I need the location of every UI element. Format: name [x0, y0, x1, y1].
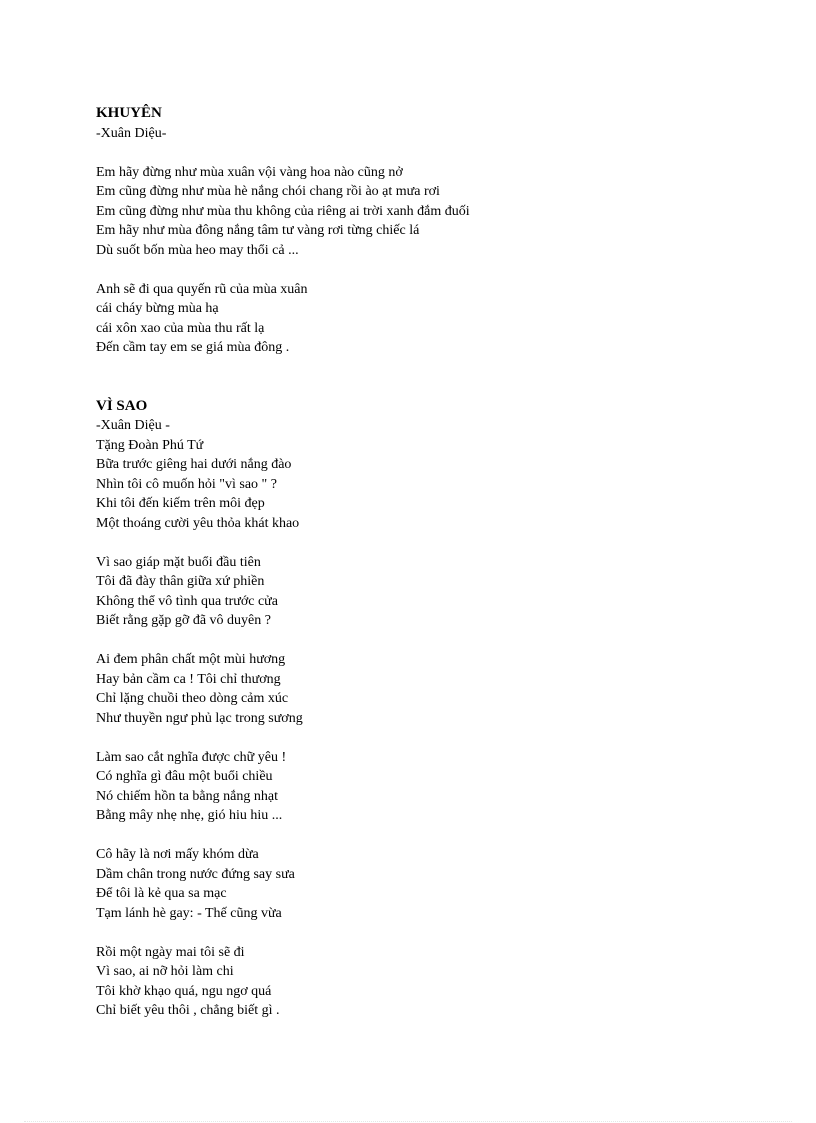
- poem-line: Để tôi là kẻ qua sa mạc: [96, 886, 227, 901]
- stanza-gap: [96, 143, 736, 163]
- poem-line: Ai đem phân chất một mùi hương: [96, 652, 286, 667]
- document-page: [96, 104, 736, 1021]
- poem-line: Nhìn tôi cô muốn hỏi "vì sao " ?: [96, 476, 277, 492]
- poem-line: Rồi một ngày mai tôi sẽ đi: [96, 944, 245, 960]
- poem-line: Bằng mây nhẹ nhẹ, gió hiu hiu ...: [96, 808, 283, 823]
- poem-vi-sao: [96, 397, 736, 1021]
- dedication-line: Tặng Đoàn Phú Tứ: [96, 437, 204, 453]
- stanza-gap: [96, 631, 736, 651]
- poem-title: VÌ SAO: [96, 397, 148, 414]
- poem-line: Một thoáng cười yêu thỏa khát khao: [96, 515, 300, 531]
- poem-line: Em hãy như mùa đông nắng tâm tư vàng rơi từng chiếc lá: [96, 223, 420, 238]
- stanza: [96, 650, 736, 728]
- poem-line: Anh sẽ đi qua quyến rũ của mùa xuân: [96, 281, 308, 297]
- stanza-gap: [96, 923, 736, 943]
- poem-line: Tôi đã đày thân giữa xứ phiền: [96, 574, 265, 589]
- stanza-gap: [96, 728, 736, 748]
- poem-line: cái xôn xao của mùa thu rất lạ: [96, 320, 265, 336]
- poem-line: Chỉ biết yêu thôi , chẳng biết gì .: [96, 1003, 280, 1018]
- poem-gap: [96, 358, 736, 378]
- poem-line: Như thuyền ngư phủ lạc trong sương: [96, 710, 303, 726]
- stanza: [96, 553, 736, 631]
- stanza: [96, 748, 736, 826]
- poem-line: Dù suốt bốn mùa heo may thổi cả ...: [96, 242, 299, 258]
- poem-line: Dầm chân trong nước đứng say sưa: [96, 866, 295, 882]
- stanza-gap: [96, 260, 736, 280]
- poem-line: Đến cầm tay em se giá mùa đông .: [96, 340, 290, 355]
- stanza-gap: [96, 533, 736, 553]
- author-line: -Xuân Diệu -: [96, 418, 170, 433]
- poem-line: Làm sao cắt nghĩa được chữ yêu !: [96, 749, 287, 765]
- poem-author: [96, 124, 736, 144]
- author-line: -Xuân Diệu-: [96, 125, 167, 141]
- poem-line: Vì sao giáp mặt buổi đầu tiên: [96, 554, 261, 570]
- poem-line: Em hãy đừng như mùa xuân vội vàng hoa nào cũng nở: [96, 164, 403, 180]
- poem-gap: [96, 377, 736, 397]
- stanza-gap: [96, 826, 736, 846]
- stanza: [96, 943, 736, 1021]
- poem-line: Chỉ lặng chuồi theo dòng cảm xúc: [96, 691, 289, 706]
- poem-title: KHUYÊN: [96, 105, 162, 121]
- poem-line: Có nghĩa gì đâu một buổi chiều: [96, 769, 273, 784]
- page-bottom-divider: [24, 1121, 792, 1122]
- poem-line: Biết rằng gặp gỡ đã vô duyên ?: [96, 613, 271, 628]
- poem-line: Khi tôi đến kiếm trên môi đẹp: [96, 496, 265, 511]
- poem-line: Nó chiếm hồn ta bằng nắng nhạt: [96, 788, 278, 804]
- poem-line: Tôi khờ khạo quá, ngu ngơ quá: [96, 983, 272, 999]
- poem-line: Em cũng đừng như mùa hè nắng chói chang rồi ào ạt mưa rơi: [96, 184, 440, 199]
- stanza: [96, 163, 736, 261]
- poem-line: cái cháy bừng mùa hạ: [96, 301, 219, 316]
- poem-line: Bữa trước giêng hai dưới nắng đào: [96, 457, 292, 472]
- poem-line: Cô hãy là nơi mấy khóm dừa: [96, 847, 259, 862]
- poem-line: Không thể vô tình qua trước cửa: [96, 593, 278, 609]
- poem-khuyen: [96, 104, 736, 358]
- stanza: [96, 845, 736, 923]
- stanza: [96, 280, 736, 358]
- poem-line: Vì sao, ai nỡ hỏi làm chi: [96, 964, 234, 979]
- poem-line: Tạm lánh hè gay: - Thế cũng vừa: [96, 905, 282, 921]
- poem-line: Hay bản cầm ca ! Tôi chỉ thương: [96, 671, 281, 687]
- poem-line: Em cũng đừng như mùa thu không của riêng ai trời xanh đắm đuối: [96, 203, 470, 219]
- stanza: [96, 416, 736, 533]
